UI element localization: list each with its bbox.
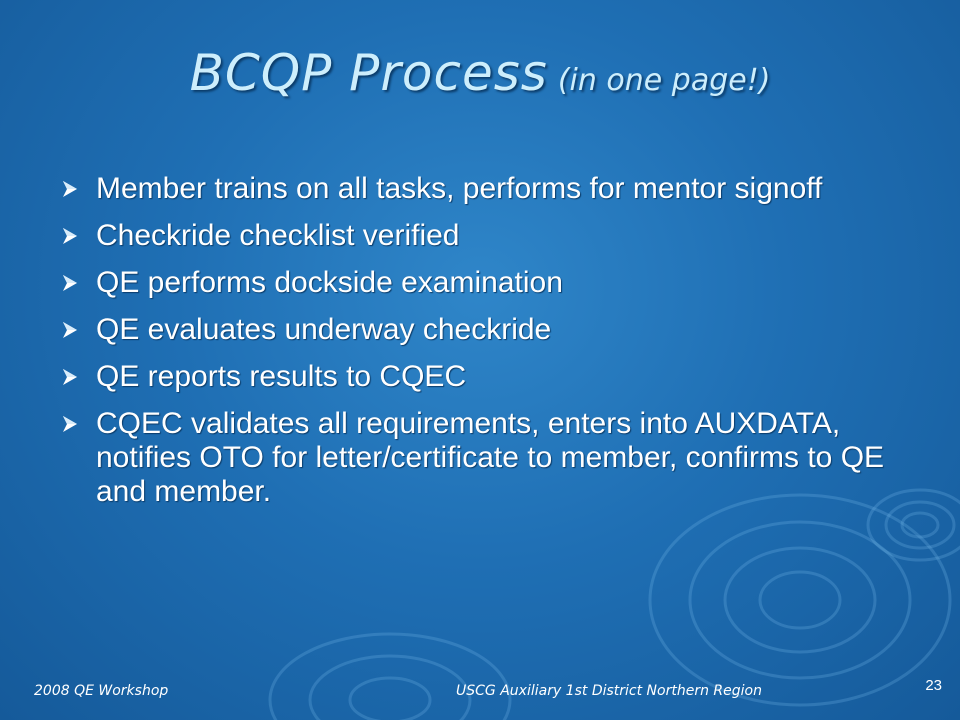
bullet-item bbox=[60, 407, 890, 509]
footer-left-text: 2008 QE Workshop bbox=[34, 683, 169, 699]
arrow-bullet-icon bbox=[60, 273, 80, 293]
title-subtitle: (in one page!) bbox=[557, 63, 771, 98]
bullet-item bbox=[60, 360, 890, 394]
title-main: BCQP Process bbox=[189, 44, 548, 102]
arrow-bullet-icon bbox=[60, 414, 80, 434]
footer-center-text: USCG Auxiliary 1st District Northern Region bbox=[456, 683, 762, 699]
arrow-bullet-icon bbox=[60, 320, 80, 340]
slide-title bbox=[0, 44, 960, 102]
bullet-text: QE reports results to CQEC bbox=[96, 360, 467, 393]
arrow-bullet-icon bbox=[60, 179, 80, 199]
bullet-item bbox=[60, 266, 890, 300]
bullet-item bbox=[60, 313, 890, 347]
arrow-bullet-icon bbox=[60, 367, 80, 387]
bullet-text: QE performs dockside examination bbox=[96, 266, 563, 299]
bullet-item bbox=[60, 172, 890, 206]
bullet-text: Member trains on all tasks, performs for mentor signoff bbox=[96, 172, 823, 205]
bullet-text: CQEC validates all requirements, enters into AUXDATA, notifies OTO for letter/certificate to member, confirms to QE and member. bbox=[96, 407, 885, 508]
bullet-item bbox=[60, 219, 890, 253]
bullet-text: QE evaluates underway checkride bbox=[96, 313, 552, 346]
bullet-list bbox=[60, 172, 890, 522]
page-number: 23 bbox=[925, 677, 942, 694]
bullet-text: Checkride checklist verified bbox=[96, 219, 460, 252]
arrow-bullet-icon bbox=[60, 226, 80, 246]
